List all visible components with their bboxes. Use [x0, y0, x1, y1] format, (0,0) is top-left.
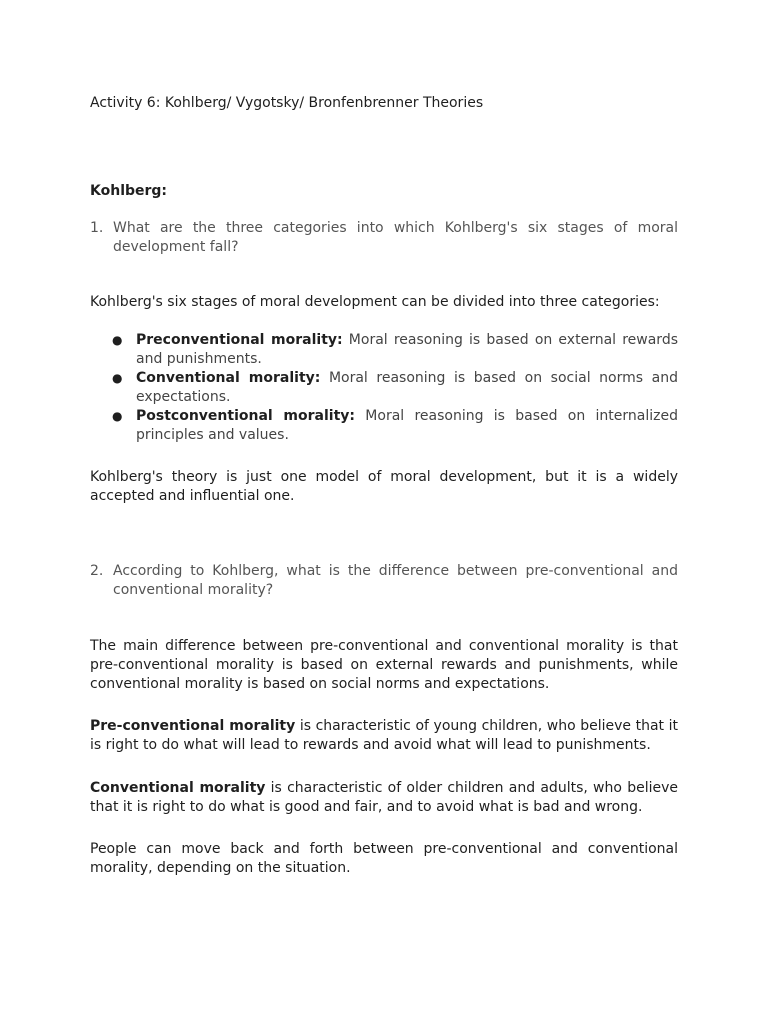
- category-term: Conventional morality:: [136, 370, 321, 386]
- question-2: [90, 562, 678, 600]
- category-description: Moral reasoning is based on internalized principles and values.: [136, 408, 678, 443]
- conventional-term: Conventional morality: [90, 780, 266, 796]
- category-term: Postconventional morality:: [136, 408, 355, 424]
- category-term: Preconventional morality:: [136, 332, 343, 348]
- paragraph-widely-accepted: Kohlberg's theory is just one model of moral development, but it is a widely accepted and influential one.: [90, 469, 678, 504]
- question-1-text: What are the three categories into which Kohlberg's six stages of moral development fall?: [113, 220, 678, 255]
- question-1: [90, 219, 678, 257]
- pre-conventional-term: Pre-conventional morality: [90, 718, 296, 734]
- paragraph-main-difference: The main difference between pre-conventional and conventional morality is that pre-conventional morality is based on external rewards and punishments, while conventional morality is based on social norms and expectations.: [90, 638, 678, 692]
- category-description: Moral reasoning is based on external rewards and punishments.: [136, 332, 678, 367]
- categories-list: [112, 331, 678, 445]
- categories-intro: Kohlberg's six stages of moral development can be divided into three categories:: [90, 294, 660, 310]
- pre-conventional-text: is characteristic of young children, who believe that it is right to do what will lead to rewards and avoid what will lead to punishments.: [90, 718, 678, 753]
- list-item: [112, 331, 678, 369]
- bullet-icon: ●: [112, 333, 123, 347]
- question-1-number: 1.: [90, 220, 104, 236]
- list-item: [112, 369, 678, 407]
- list-item: [112, 407, 678, 445]
- paragraph-conventional: [90, 779, 678, 817]
- question-2-text: According to Kohlberg, what is the difference between pre-conventional and conventional morality?: [113, 563, 678, 598]
- paragraph-pre-conventional: [90, 717, 678, 755]
- section-heading-kohlberg: Kohlberg:: [90, 183, 168, 199]
- bullet-icon: ●: [112, 371, 123, 385]
- category-description: Moral reasoning is based on social norms and expectations.: [136, 370, 678, 405]
- conventional-text: is characteristic of older children and adults, who believe that it is right to do what is good and fair, and to avoid what is bad and wrong.: [90, 780, 678, 815]
- question-2-number: 2.: [90, 563, 104, 579]
- paragraph-move-back-forth: People can move back and forth between pre-conventional and conventional morality, depending on the situation.: [90, 841, 678, 876]
- bullet-icon: ●: [112, 409, 123, 423]
- document-title: Activity 6: Kohlberg/ Vygotsky/ Bronfenbrenner Theories: [90, 95, 484, 111]
